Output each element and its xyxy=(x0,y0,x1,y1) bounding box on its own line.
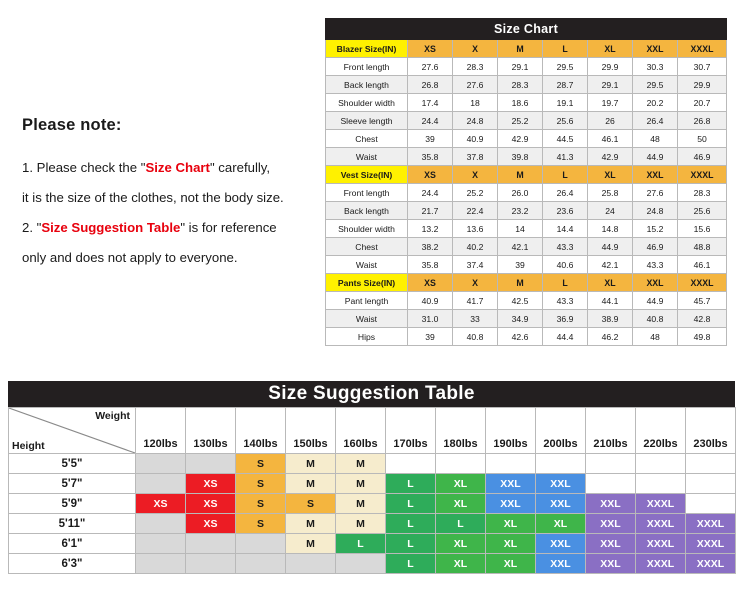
measure-value: 25.2 xyxy=(498,112,543,130)
suggested-size-cell xyxy=(436,454,486,474)
table-row xyxy=(326,310,727,328)
measure-value: 27.6 xyxy=(633,184,678,202)
measure-value: 44.1 xyxy=(588,292,633,310)
measure-value: 46.2 xyxy=(588,328,633,346)
measure-value: 40.9 xyxy=(453,130,498,148)
suggested-size-cell: M xyxy=(336,494,386,514)
suggested-size-cell: XL xyxy=(436,474,486,494)
size-column-header: XXXL xyxy=(678,166,727,184)
section-label: Pants Size(IN) xyxy=(326,274,408,292)
measure-value: 25.6 xyxy=(543,112,588,130)
measure-value: 24.8 xyxy=(453,112,498,130)
measure-value: 46.1 xyxy=(678,256,727,274)
measure-value: 43.3 xyxy=(543,238,588,256)
suggested-size-cell xyxy=(386,454,436,474)
measure-value: 35.8 xyxy=(408,256,453,274)
measure-value: 19.1 xyxy=(543,94,588,112)
weight-column-header: 230lbs xyxy=(686,408,736,454)
measure-value: 44.9 xyxy=(633,292,678,310)
measure-value: 40.2 xyxy=(453,238,498,256)
table-row xyxy=(326,238,727,256)
weight-column-header: 190lbs xyxy=(486,408,536,454)
measure-value: 42.9 xyxy=(588,148,633,166)
measure-value: 34.9 xyxy=(498,310,543,328)
size-column-header: XL xyxy=(588,166,633,184)
measure-label: Shoulder width xyxy=(326,220,408,238)
measure-value: 39 xyxy=(408,130,453,148)
suggested-size-cell: XXL xyxy=(536,474,586,494)
size-chart-header-row xyxy=(326,166,727,184)
size-chart-title-row xyxy=(326,19,727,40)
measure-value: 30.3 xyxy=(633,58,678,76)
measure-value: 40.9 xyxy=(408,292,453,310)
measure-value: 20.7 xyxy=(678,94,727,112)
size-chart-header-row xyxy=(326,40,727,58)
measure-value: 41.3 xyxy=(543,148,588,166)
weight-column-header: 120lbs xyxy=(136,408,186,454)
table-row xyxy=(326,202,727,220)
measure-value: 39 xyxy=(498,256,543,274)
note-title: Please note: xyxy=(22,116,122,134)
suggestion-header-row xyxy=(9,408,736,454)
weight-column-header: 160lbs xyxy=(336,408,386,454)
measure-value: 49.8 xyxy=(678,328,727,346)
height-row-label: 6'1" xyxy=(9,534,136,554)
suggested-size-cell: XS xyxy=(186,514,236,534)
measure-value: 27.6 xyxy=(453,76,498,94)
size-column-header: XXL xyxy=(633,40,678,58)
weight-column-header: 170lbs xyxy=(386,408,436,454)
measure-value: 26.8 xyxy=(408,76,453,94)
axis-corner-cell xyxy=(9,408,136,454)
suggested-size-cell: XL xyxy=(436,534,486,554)
suggested-size-cell xyxy=(136,554,186,574)
suggested-size-cell: XS xyxy=(136,494,186,514)
suggestion-table-title: Size Suggestion Table xyxy=(8,381,735,407)
size-column-header: M xyxy=(498,40,543,58)
measure-value: 29.5 xyxy=(543,58,588,76)
measure-value: 18 xyxy=(453,94,498,112)
size-column-header: XS xyxy=(408,274,453,292)
measure-label: Back length xyxy=(326,76,408,94)
measure-label: Front length xyxy=(326,184,408,202)
measure-value: 29.9 xyxy=(588,58,633,76)
size-chart-table xyxy=(325,18,727,346)
section-label: Blazer Size(IN) xyxy=(326,40,408,58)
suggested-size-cell xyxy=(236,554,286,574)
suggested-size-cell: L xyxy=(336,534,386,554)
measure-value: 40.8 xyxy=(453,328,498,346)
table-row xyxy=(326,292,727,310)
suggested-size-cell xyxy=(136,474,186,494)
measure-value: 26.4 xyxy=(633,112,678,130)
suggested-size-cell: XXL xyxy=(536,534,586,554)
weight-column-header: 200lbs xyxy=(536,408,586,454)
weight-column-header: 210lbs xyxy=(586,408,636,454)
measure-value: 50 xyxy=(678,130,727,148)
table-row xyxy=(9,454,736,474)
table-row xyxy=(326,220,727,238)
measure-value: 14.4 xyxy=(543,220,588,238)
note-line-3-highlight: Size Suggestion Table xyxy=(41,220,181,235)
table-row xyxy=(326,256,727,274)
size-column-header: XS xyxy=(408,166,453,184)
measure-value: 43.3 xyxy=(543,292,588,310)
size-column-header: M xyxy=(498,166,543,184)
suggested-size-cell: M xyxy=(336,474,386,494)
suggested-size-cell: XS xyxy=(186,494,236,514)
measure-label: Chest xyxy=(326,130,408,148)
suggested-size-cell: XXL xyxy=(586,494,636,514)
size-chart-header-row xyxy=(326,274,727,292)
please-note-block xyxy=(22,116,322,273)
suggested-size-cell: L xyxy=(386,474,436,494)
measure-value: 28.3 xyxy=(453,58,498,76)
measure-value: 29.5 xyxy=(633,76,678,94)
weight-column-header: 140lbs xyxy=(236,408,286,454)
measure-value: 17.4 xyxy=(408,94,453,112)
suggested-size-cell: XXXL xyxy=(636,494,686,514)
measure-value: 38.9 xyxy=(588,310,633,328)
suggested-size-cell: S xyxy=(236,494,286,514)
measure-value: 42.9 xyxy=(498,130,543,148)
measure-value: 21.7 xyxy=(408,202,453,220)
measure-value: 33 xyxy=(453,310,498,328)
suggested-size-cell xyxy=(136,534,186,554)
measure-value: 24.4 xyxy=(408,112,453,130)
note-line-1-pre: 1. Please check the " xyxy=(22,160,146,175)
size-column-header: XXL xyxy=(633,274,678,292)
suggested-size-cell: XXXL xyxy=(636,534,686,554)
suggested-size-cell: M xyxy=(286,474,336,494)
measure-value: 45.7 xyxy=(678,292,727,310)
table-row xyxy=(9,534,736,554)
size-column-header: XS xyxy=(408,40,453,58)
suggested-size-cell: XXL xyxy=(586,534,636,554)
measure-value: 40.8 xyxy=(633,310,678,328)
suggested-size-cell xyxy=(686,454,736,474)
suggested-size-cell xyxy=(636,474,686,494)
measure-value: 26.4 xyxy=(543,184,588,202)
suggested-size-cell: XXL xyxy=(536,554,586,574)
measure-value: 44.9 xyxy=(588,238,633,256)
measure-value: 24 xyxy=(588,202,633,220)
table-row xyxy=(326,184,727,202)
size-column-header: X xyxy=(453,166,498,184)
note-line-1 xyxy=(22,153,322,183)
suggested-size-cell xyxy=(336,554,386,574)
suggested-size-cell: L xyxy=(386,514,436,534)
height-axis-label: Height xyxy=(12,440,45,452)
suggested-size-cell: S xyxy=(286,494,336,514)
height-row-label: 5'5" xyxy=(9,454,136,474)
suggested-size-cell: L xyxy=(436,514,486,534)
size-column-header: L xyxy=(543,166,588,184)
measure-value: 29.9 xyxy=(678,76,727,94)
measure-value: 44.4 xyxy=(543,328,588,346)
table-row xyxy=(9,474,736,494)
measure-value: 22.4 xyxy=(453,202,498,220)
size-column-header: XXXL xyxy=(678,40,727,58)
measure-label: Waist xyxy=(326,310,408,328)
weight-column-header: 180lbs xyxy=(436,408,486,454)
measure-label: Hips xyxy=(326,328,408,346)
note-line-2: it is the size of the clothes, not the body size. xyxy=(22,190,284,205)
suggested-size-cell: M xyxy=(286,514,336,534)
table-row xyxy=(326,94,727,112)
table-row xyxy=(326,148,727,166)
table-row xyxy=(326,130,727,148)
suggested-size-cell xyxy=(686,494,736,514)
size-column-header: XL xyxy=(588,274,633,292)
measure-value: 18.6 xyxy=(498,94,543,112)
measure-value: 14.8 xyxy=(588,220,633,238)
measure-value: 46.9 xyxy=(678,148,727,166)
table-row xyxy=(326,328,727,346)
size-column-header: L xyxy=(543,274,588,292)
suggested-size-cell: XXL xyxy=(586,514,636,534)
suggested-size-cell: XL xyxy=(436,554,486,574)
measure-label: Sleeve length xyxy=(326,112,408,130)
suggested-size-cell: L xyxy=(386,534,436,554)
measure-value: 23.6 xyxy=(543,202,588,220)
measure-value: 42.1 xyxy=(588,256,633,274)
measure-value: 30.7 xyxy=(678,58,727,76)
measure-label: Waist xyxy=(326,148,408,166)
suggested-size-cell xyxy=(486,454,536,474)
measure-value: 39.8 xyxy=(498,148,543,166)
suggested-size-cell xyxy=(186,454,236,474)
measure-value: 37.4 xyxy=(453,256,498,274)
suggested-size-cell: M xyxy=(336,454,386,474)
suggested-size-cell xyxy=(186,534,236,554)
suggested-size-cell: XL xyxy=(486,554,536,574)
suggested-size-cell xyxy=(586,474,636,494)
measure-value: 23.2 xyxy=(498,202,543,220)
suggested-size-cell: XL xyxy=(486,514,536,534)
measure-value: 46.9 xyxy=(633,238,678,256)
suggested-size-cell: XXXL xyxy=(686,534,736,554)
suggested-size-cell xyxy=(236,534,286,554)
measure-value: 40.6 xyxy=(543,256,588,274)
size-chart-title: Size Chart xyxy=(326,19,727,40)
measure-value: 14 xyxy=(498,220,543,238)
measure-value: 35.8 xyxy=(408,148,453,166)
measure-value: 42.6 xyxy=(498,328,543,346)
measure-label: Chest xyxy=(326,238,408,256)
weight-column-header: 130lbs xyxy=(186,408,236,454)
suggestion-grid xyxy=(8,407,736,574)
table-row xyxy=(326,112,727,130)
measure-label: Back length xyxy=(326,202,408,220)
suggested-size-cell: L xyxy=(386,494,436,514)
measure-value: 42.5 xyxy=(498,292,543,310)
measure-value: 41.7 xyxy=(453,292,498,310)
suggested-size-cell: XL xyxy=(536,514,586,534)
suggested-size-cell: XL xyxy=(436,494,486,514)
measure-value: 48.8 xyxy=(678,238,727,256)
measure-label: Front length xyxy=(326,58,408,76)
measure-value: 42.1 xyxy=(498,238,543,256)
suggested-size-cell: S xyxy=(236,514,286,534)
measure-value: 25.8 xyxy=(588,184,633,202)
size-column-header: X xyxy=(453,40,498,58)
measure-value: 27.6 xyxy=(408,58,453,76)
height-row-label: 5'9" xyxy=(9,494,136,514)
measure-value: 26 xyxy=(588,112,633,130)
measure-value: 48 xyxy=(633,328,678,346)
suggested-size-cell: XXXL xyxy=(636,554,686,574)
suggested-size-cell: XXXL xyxy=(636,514,686,534)
weight-axis-label: Weight xyxy=(95,410,130,422)
measure-value: 28.3 xyxy=(498,76,543,94)
size-column-header: M xyxy=(498,274,543,292)
suggested-size-cell: XXL xyxy=(586,554,636,574)
measure-value: 15.2 xyxy=(633,220,678,238)
table-row xyxy=(9,554,736,574)
suggested-size-cell xyxy=(286,554,336,574)
measure-value: 42.8 xyxy=(678,310,727,328)
height-row-label: 5'7" xyxy=(9,474,136,494)
measure-value: 44.5 xyxy=(543,130,588,148)
size-chart xyxy=(325,18,726,346)
suggested-size-cell: S xyxy=(236,474,286,494)
note-line-3 xyxy=(22,213,322,243)
suggested-size-cell: M xyxy=(336,514,386,534)
note-line-3-pre: 2. " xyxy=(22,220,42,235)
measure-value: 13.2 xyxy=(408,220,453,238)
note-line-1-post: " carefully, xyxy=(209,160,271,175)
suggested-size-cell xyxy=(586,454,636,474)
measure-value: 39 xyxy=(408,328,453,346)
size-column-header: L xyxy=(543,40,588,58)
section-label: Vest Size(IN) xyxy=(326,166,408,184)
note-line-4: only and does not apply to everyone. xyxy=(22,250,238,265)
measure-value: 26.0 xyxy=(498,184,543,202)
suggested-size-cell xyxy=(136,454,186,474)
suggested-size-cell: L xyxy=(386,554,436,574)
suggested-size-cell: M xyxy=(286,454,336,474)
measure-value: 24.4 xyxy=(408,184,453,202)
measure-value: 38.2 xyxy=(408,238,453,256)
suggested-size-cell: XXL xyxy=(486,494,536,514)
size-column-header: XXXL xyxy=(678,274,727,292)
suggested-size-cell: XXL xyxy=(536,494,586,514)
measure-value: 44.9 xyxy=(633,148,678,166)
suggested-size-cell: XS xyxy=(186,474,236,494)
height-row-label: 5'11" xyxy=(9,514,136,534)
table-row xyxy=(326,76,727,94)
table-row xyxy=(9,514,736,534)
measure-label: Waist xyxy=(326,256,408,274)
suggested-size-cell: XXXL xyxy=(686,554,736,574)
suggested-size-cell xyxy=(186,554,236,574)
suggested-size-cell xyxy=(536,454,586,474)
size-suggestion-table xyxy=(8,381,735,574)
measure-value: 29.1 xyxy=(498,58,543,76)
weight-column-header: 150lbs xyxy=(286,408,336,454)
height-row-label: 6'3" xyxy=(9,554,136,574)
measure-value: 28.3 xyxy=(678,184,727,202)
suggested-size-cell xyxy=(636,454,686,474)
suggested-size-cell xyxy=(686,474,736,494)
measure-value: 13.6 xyxy=(453,220,498,238)
measure-value: 25.6 xyxy=(678,202,727,220)
measure-value: 43.3 xyxy=(633,256,678,274)
measure-value: 31.0 xyxy=(408,310,453,328)
suggested-size-cell: S xyxy=(236,454,286,474)
note-line-1-highlight: Size Chart xyxy=(145,160,210,175)
measure-value: 20.2 xyxy=(633,94,678,112)
measure-label: Shoulder width xyxy=(326,94,408,112)
table-row xyxy=(326,58,727,76)
measure-value: 28.7 xyxy=(543,76,588,94)
size-column-header: XXL xyxy=(633,166,678,184)
measure-value: 19.7 xyxy=(588,94,633,112)
suggested-size-cell: M xyxy=(286,534,336,554)
measure-value: 15.6 xyxy=(678,220,727,238)
measure-value: 24.8 xyxy=(633,202,678,220)
suggested-size-cell: XL xyxy=(486,534,536,554)
measure-value: 36.9 xyxy=(543,310,588,328)
size-column-header: XL xyxy=(588,40,633,58)
measure-value: 29.1 xyxy=(588,76,633,94)
measure-value: 26.8 xyxy=(678,112,727,130)
suggested-size-cell: XXXL xyxy=(686,514,736,534)
suggested-size-cell: XXL xyxy=(486,474,536,494)
measure-value: 25.2 xyxy=(453,184,498,202)
measure-value: 46.1 xyxy=(588,130,633,148)
note-line-3-post: " is for reference xyxy=(180,220,277,235)
measure-value: 37.8 xyxy=(453,148,498,166)
table-row xyxy=(9,494,736,514)
weight-column-header: 220lbs xyxy=(636,408,686,454)
measure-value: 48 xyxy=(633,130,678,148)
size-column-header: X xyxy=(453,274,498,292)
suggested-size-cell xyxy=(136,514,186,534)
measure-label: Pant length xyxy=(326,292,408,310)
